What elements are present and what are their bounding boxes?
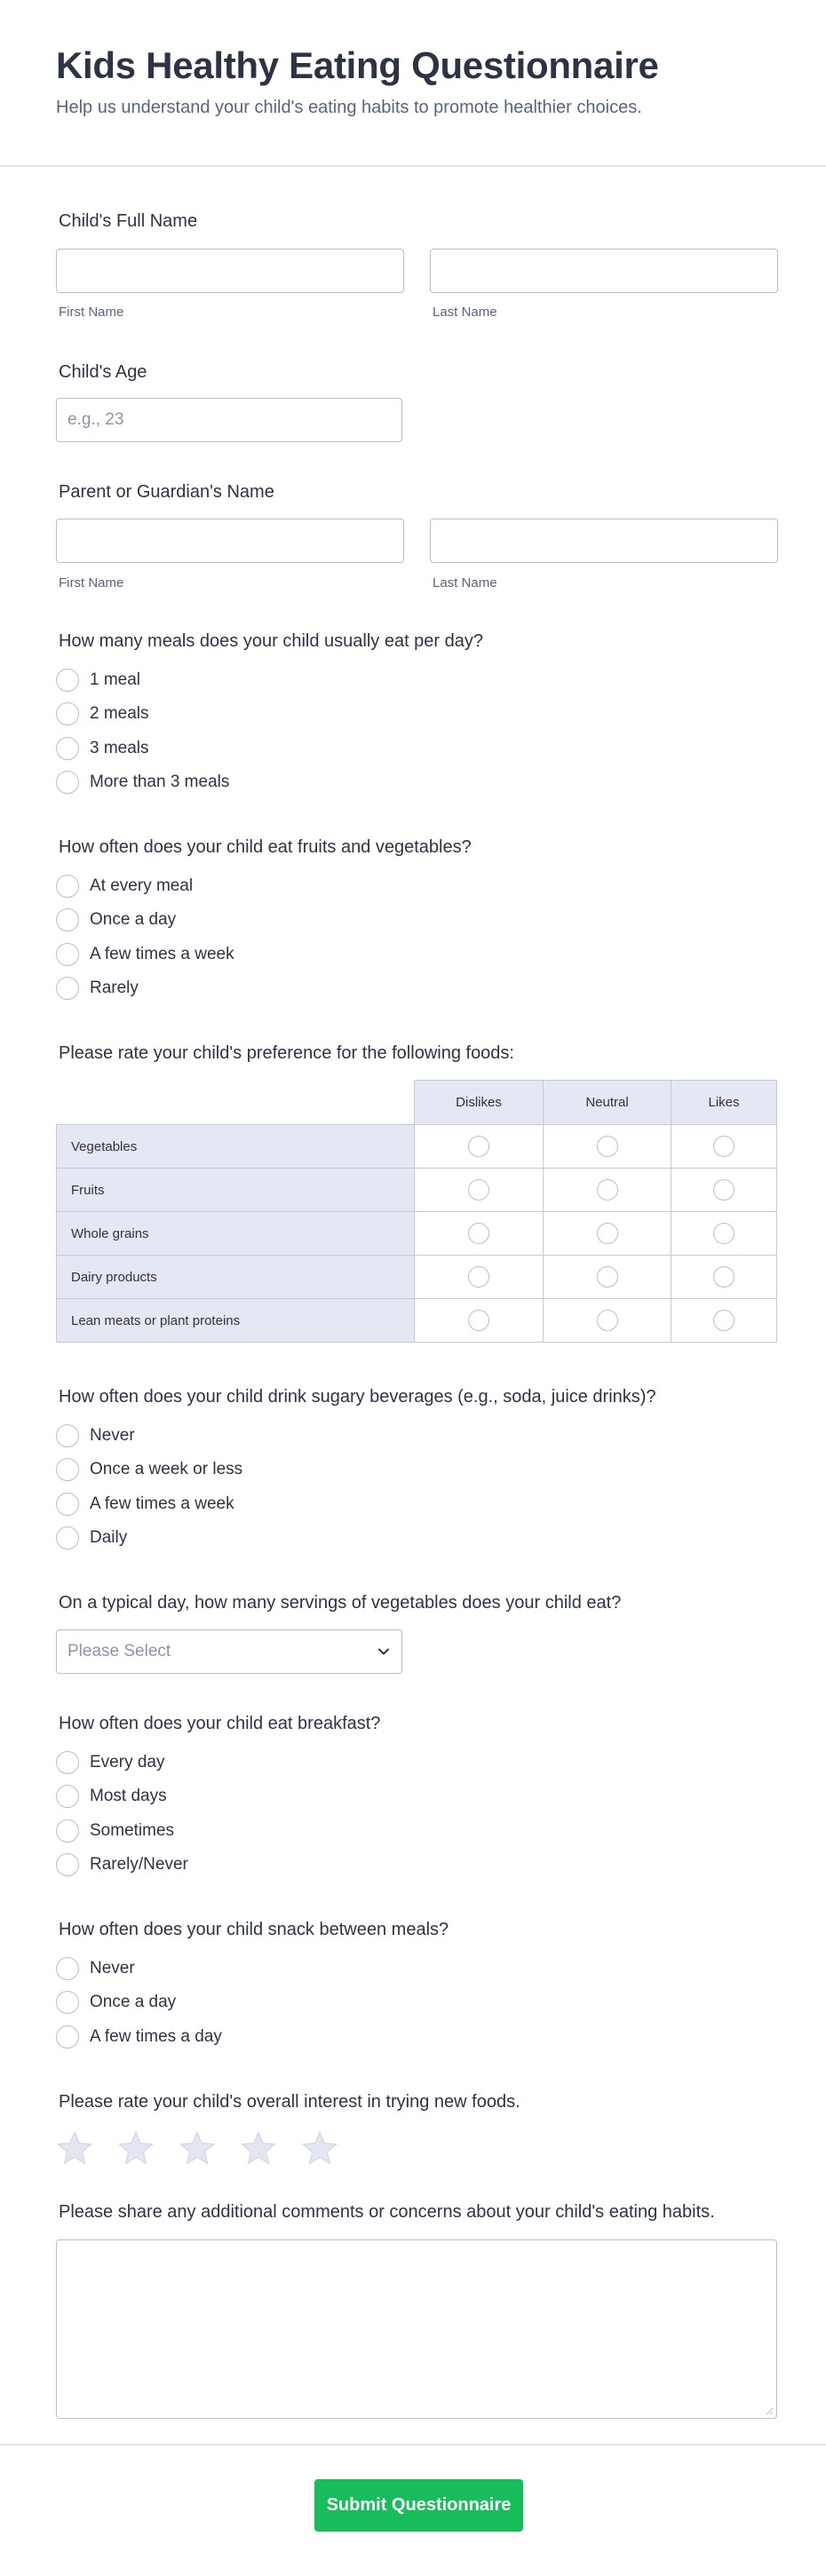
matrix-column-header: Dislikes [414, 1080, 544, 1125]
child-age-input[interactable] [56, 398, 402, 442]
matrix-radio-button[interactable] [713, 1179, 735, 1201]
matrix-cell[interactable] [543, 1124, 671, 1169]
beverages-option[interactable] [56, 1492, 234, 1517]
snacking-option-label: A few times a day [90, 2027, 222, 2046]
breakfast-option-label: Rarely/Never [90, 1855, 188, 1874]
preference-matrix-label: Please rate your child's preference for the following foods: [59, 1043, 514, 1063]
matrix-cell[interactable] [543, 1168, 671, 1212]
matrix-cell[interactable] [414, 1298, 544, 1343]
radio-button[interactable] [56, 1458, 79, 1481]
matrix-radio-button[interactable] [713, 1310, 735, 1331]
beverages-option-label: Once a week or less [90, 1460, 243, 1478]
child-last-name-input[interactable] [430, 249, 778, 293]
snacking-option-label: Never [90, 1959, 135, 1978]
preference-matrix [56, 1080, 777, 1346]
matrix-radio-button[interactable] [597, 1223, 618, 1244]
matrix-radio-button[interactable] [468, 1179, 489, 1201]
star-icon[interactable] [179, 2129, 216, 2167]
parent-first-name-sublabel: First Name [59, 575, 124, 590]
child-name-label: Child's Full Name [59, 211, 198, 231]
matrix-cell[interactable] [671, 1255, 777, 1299]
matrix-radio-button[interactable] [597, 1310, 618, 1331]
radio-button[interactable] [56, 977, 79, 1000]
parent-first-name-input[interactable] [56, 519, 404, 563]
matrix-row-label: Lean meats or plant proteins [56, 1298, 415, 1343]
matrix-cell[interactable] [543, 1255, 671, 1299]
radio-button[interactable] [56, 875, 79, 898]
meals-option[interactable] [56, 701, 149, 726]
resize-grip-icon[interactable] [765, 2406, 774, 2415]
matrix-cell[interactable] [414, 1168, 544, 1212]
meals-option-label: 2 meals [90, 704, 149, 723]
breakfast-option-label: Most days [90, 1787, 167, 1805]
meals-option-label: 1 meal [90, 670, 141, 689]
child-first-name-sublabel: First Name [59, 305, 124, 320]
matrix-column-header: Neutral [543, 1080, 671, 1125]
new-foods-rating-label: Please rate your child's overall interest in trying new foods. [59, 2092, 520, 2112]
matrix-cell[interactable] [671, 1298, 777, 1343]
fruits-option[interactable] [56, 874, 193, 899]
breakfast-option[interactable] [56, 1750, 164, 1775]
radio-button[interactable] [56, 771, 79, 794]
beverages-option-label: Daily [90, 1528, 128, 1547]
beverages-option[interactable] [56, 1423, 135, 1448]
radio-button[interactable] [56, 943, 79, 966]
comments-textarea[interactable] [56, 2239, 777, 2419]
radio-button[interactable] [56, 2025, 79, 2049]
matrix-radio-button[interactable] [597, 1136, 618, 1157]
parent-last-name-input[interactable] [430, 519, 778, 563]
beverages-option[interactable] [56, 1526, 127, 1550]
radio-button[interactable] [56, 1957, 79, 1980]
beverages-option-label: A few times a week [90, 1494, 234, 1513]
star-icon[interactable] [56, 2129, 93, 2167]
breakfast-label: How often does your child eat breakfast? [59, 1714, 381, 1733]
snacking-label: How often does your child snack between meals? [59, 1920, 449, 1939]
matrix-cell[interactable] [543, 1211, 671, 1256]
radio-button[interactable] [56, 1493, 79, 1516]
snacking-option[interactable] [56, 2025, 222, 2049]
matrix-cell[interactable] [414, 1211, 544, 1256]
beverages-option[interactable] [56, 1457, 242, 1482]
star-icon[interactable] [240, 2129, 277, 2167]
matrix-column-header: Likes [671, 1080, 777, 1125]
matrix-row-label: Dairy products [56, 1255, 415, 1299]
meals-option[interactable] [56, 770, 229, 795]
select-placeholder: Please Select [68, 1642, 171, 1661]
child-last-name-sublabel: Last Name [433, 305, 497, 320]
matrix-radio-button[interactable] [468, 1266, 489, 1288]
snacking-option-label: Once a day [90, 1993, 177, 2011]
breakfast-option-label: Every day [90, 1753, 165, 1771]
meals-option[interactable] [56, 736, 149, 761]
parent-last-name-sublabel: Last Name [433, 575, 497, 590]
matrix-cell[interactable] [543, 1298, 671, 1343]
radio-button[interactable] [56, 1853, 79, 1876]
matrix-cell[interactable] [414, 1124, 544, 1169]
form-header [0, 0, 826, 167]
fruits-option-label: Rarely [90, 979, 139, 997]
matrix-radio-button[interactable] [468, 1136, 489, 1157]
star-rating [56, 2129, 362, 2167]
matrix-cell[interactable] [414, 1255, 544, 1299]
radio-button[interactable] [56, 1785, 79, 1808]
snacking-option[interactable] [56, 1990, 176, 2015]
matrix-cell[interactable] [671, 1124, 777, 1169]
vegetable-servings-label: On a typical day, how many servings of vegetables does your child eat? [59, 1593, 622, 1613]
child-age-placeholder: e.g., 23 [68, 410, 124, 429]
star-icon[interactable] [301, 2129, 338, 2167]
footer-divider [0, 2444, 826, 2445]
fruits-option-label: A few times a week [90, 945, 234, 963]
meals-option-label: 3 meals [90, 739, 149, 757]
star-icon[interactable] [117, 2129, 155, 2167]
matrix-row-label: Fruits [56, 1168, 415, 1212]
radio-button[interactable] [56, 1424, 79, 1447]
radio-button[interactable] [56, 1819, 79, 1843]
radio-button[interactable] [56, 1991, 79, 2014]
fruits-option[interactable] [56, 908, 176, 932]
radio-button[interactable] [56, 669, 79, 692]
matrix-radio-button[interactable] [468, 1310, 489, 1331]
breakfast-option-label: Sometimes [90, 1821, 175, 1840]
beverages-option-label: Never [90, 1426, 135, 1445]
sugary-beverages-label: How often does your child drink sugary beverages (e.g., soda, juice drinks)? [59, 1387, 656, 1407]
fruits-option[interactable] [56, 976, 139, 1001]
matrix-radio-button[interactable] [713, 1223, 735, 1244]
matrix-radio-button[interactable] [597, 1266, 618, 1288]
meals-option-label: More than 3 meals [90, 773, 230, 791]
matrix-cell[interactable] [671, 1211, 777, 1256]
radio-button[interactable] [56, 1526, 79, 1550]
child-first-name-input[interactable] [56, 249, 404, 293]
breakfast-option[interactable] [56, 1852, 188, 1877]
matrix-radio-button[interactable] [713, 1136, 735, 1157]
matrix-radio-button[interactable] [713, 1266, 735, 1288]
meals-option[interactable] [56, 668, 140, 693]
submit-button[interactable]: Submit Questionnaire [314, 2479, 523, 2532]
meals-per-day-label: How many meals does your child usually eat per day? [59, 631, 484, 651]
matrix-row-label: Whole grains [56, 1211, 415, 1256]
matrix-row-label: Vegetables [56, 1124, 415, 1169]
vegetable-servings-select[interactable] [56, 1629, 402, 1674]
matrix-radio-button[interactable] [468, 1223, 489, 1244]
matrix-radio-button[interactable] [597, 1179, 618, 1201]
fruits-option-label: Once a day [90, 910, 177, 929]
matrix-cell[interactable] [671, 1168, 777, 1212]
radio-button[interactable] [56, 702, 79, 725]
chevron-down-icon [377, 1645, 391, 1659]
radio-button[interactable] [56, 1751, 79, 1774]
form-subtitle: Help us understand your child's eating habits to promote healthier choices. [56, 98, 642, 117]
radio-button[interactable] [56, 908, 79, 931]
breakfast-option[interactable] [56, 1784, 167, 1809]
snacking-option[interactable] [56, 1956, 135, 1981]
fruits-option[interactable] [56, 942, 234, 967]
fruits-vegetables-label: How often does your child eat fruits and vegetables? [59, 837, 472, 857]
radio-button[interactable] [56, 737, 79, 760]
fruits-option-label: At every meal [90, 876, 194, 895]
comments-label: Please share any additional comments or concerns about your child's eating habits. [59, 2202, 715, 2222]
child-age-label: Child's Age [59, 362, 147, 382]
parent-name-label: Parent or Guardian's Name [59, 482, 274, 502]
form-title: Kids Healthy Eating Questionnaire [56, 44, 659, 86]
breakfast-option[interactable] [56, 1819, 174, 1843]
